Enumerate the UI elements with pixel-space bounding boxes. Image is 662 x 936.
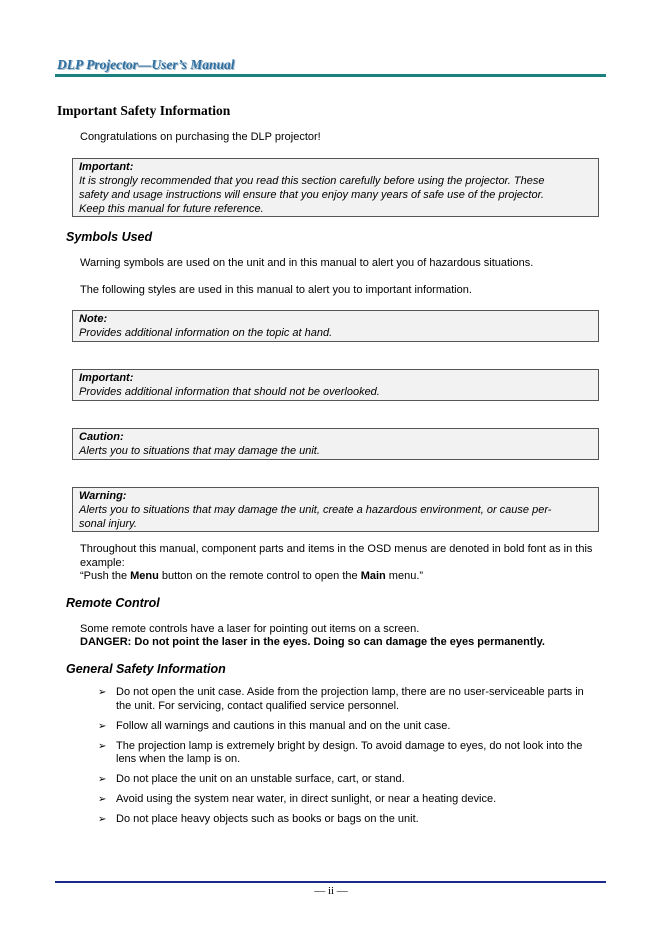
important-box <box>72 158 599 217</box>
important-style-box <box>72 369 599 401</box>
list-item-text: Do not place the unit on an unstable surface, cart, or stand. <box>116 773 405 785</box>
list-item <box>98 813 598 827</box>
header-rule <box>55 74 606 77</box>
arrow-bullet-icon: ➢ <box>98 687 107 698</box>
caution-box <box>72 428 599 460</box>
list-item-text: Do not place heavy objects such as books or bags on the unit. <box>116 813 419 825</box>
list-item-text: Avoid using the system near water, in direct sunlight, or near a heating device. <box>116 793 497 805</box>
remote-text: Some remote controls have a laser for pointing out items on a screen. <box>80 623 420 635</box>
osd-main-bold: Main <box>360 570 386 582</box>
general-heading: General Safety Information <box>66 662 226 676</box>
general-safety-list <box>98 686 598 833</box>
osd-paragraph <box>80 543 610 584</box>
intro-text: Congratulations on purchasing the DLP projector! <box>80 131 321 143</box>
warning-line: sonal injury. <box>79 518 137 530</box>
warning-line: Alerts you to situations that may damage the unit, create a hazardous environment, or cause per- <box>79 504 552 516</box>
osd-menu-bold: Menu <box>130 570 159 582</box>
arrow-bullet-icon: ➢ <box>98 774 107 785</box>
symbols-text: The following styles are used in this manual to alert you to important information. <box>80 284 472 296</box>
osd-line: Throughout this manual, component parts and items in the OSD menus are denoted in bold font as in this <box>80 543 593 555</box>
arrow-bullet-icon: ➢ <box>98 794 107 805</box>
note-box <box>72 310 599 342</box>
list-item <box>98 740 598 767</box>
symbols-text: Warning symbols are used on the unit and in this manual to alert you of hazardous situations. <box>80 257 534 269</box>
warning-title: Warning: <box>79 490 127 502</box>
note-title: Note: <box>79 313 108 325</box>
list-item <box>98 720 598 734</box>
important-box-title: Important: <box>79 161 134 173</box>
caution-line: Alerts you to situations that may damage the unit. <box>79 445 320 457</box>
arrow-bullet-icon: ➢ <box>98 720 107 732</box>
caution-title: Caution: <box>79 431 124 443</box>
important-style-line: Provides additional information that should not be overlooked. <box>79 386 380 398</box>
symbols-heading: Symbols Used <box>66 230 153 244</box>
osd-example <box>80 570 610 584</box>
list-item-text: The projection lamp is extremely bright by design. To avoid damage to eyes, do not look into the lens when the lamp is on. <box>116 739 583 765</box>
remote-danger: DANGER: Do not point the laser in the eyes. Doing so can damage the eyes permanently. <box>80 636 545 648</box>
important-box-line: safety and usage instructions will ensure that you enjoy many years of safe use of the projector. <box>79 189 544 201</box>
section-title: Important Safety Information <box>57 103 231 118</box>
osd-quote-pre: “Push the <box>80 570 131 582</box>
list-item <box>98 773 598 787</box>
list-item <box>98 793 598 807</box>
footer-rule <box>55 881 606 883</box>
important-box-line: It is strongly recommended that you read this section carefully before using the projector. These <box>79 175 545 187</box>
header-title: DLP Projector—User’s Manual <box>57 57 235 72</box>
important-style-title: Important: <box>79 372 134 384</box>
list-item <box>98 686 598 713</box>
osd-quote-post: menu.” <box>385 570 424 582</box>
page-number: — ii — <box>314 885 348 897</box>
note-line: Provides additional information on the topic at hand. <box>79 327 333 339</box>
arrow-bullet-icon: ➢ <box>98 814 107 825</box>
remote-heading: Remote Control <box>66 596 160 610</box>
osd-line: example: <box>80 556 125 569</box>
important-box-line: Keep this manual for future reference. <box>79 203 264 215</box>
osd-quote-mid: button on the remote control to open the <box>158 570 361 582</box>
warning-box <box>72 487 599 532</box>
list-item-text: Follow all warnings and cautions in this manual and on the unit case. <box>116 719 451 732</box>
arrow-bullet-icon: ➢ <box>98 740 107 752</box>
list-item-text: Do not open the unit case. Aside from the projection lamp, there are no user-serviceable parts in the unit. For servicing, contact qualified service personnel. <box>116 686 584 712</box>
